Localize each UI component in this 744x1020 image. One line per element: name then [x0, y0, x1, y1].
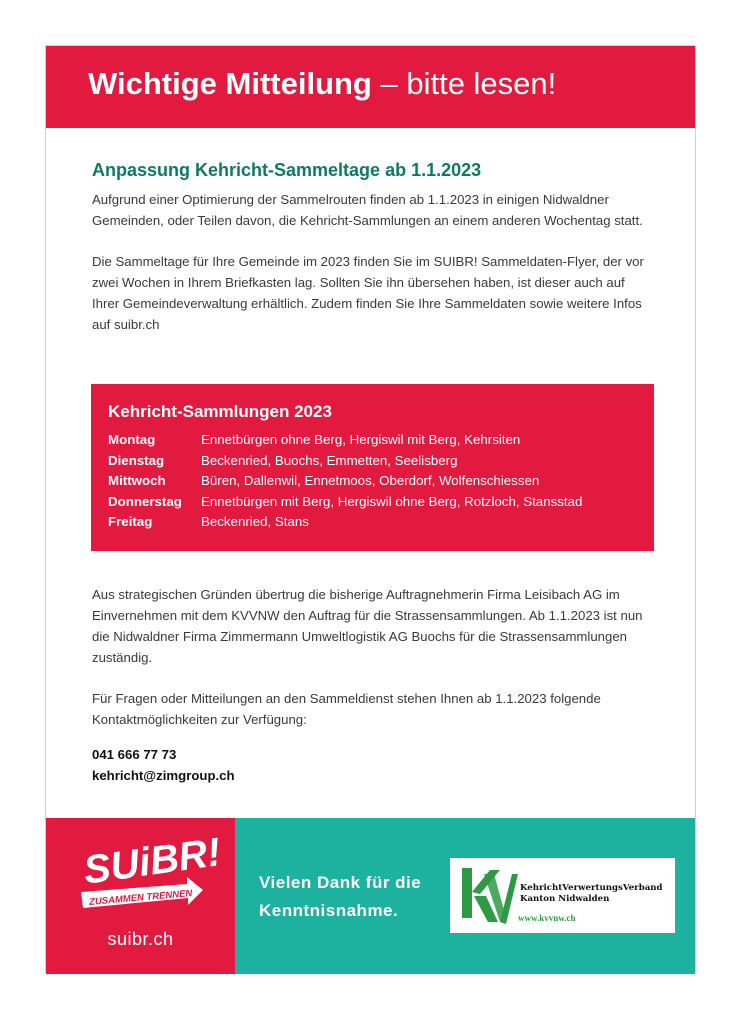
schedule-day: Freitag: [108, 514, 153, 529]
contact-email[interactable]: kehricht@zimgroup.ch: [92, 768, 235, 783]
schedule-places: Büren, Dallenwil, Ennetmoos, Oberdorf, Wolfenschiessen: [201, 473, 540, 488]
suibr-logo-tagline: ZUSAMMEN TRENNEN: [88, 888, 193, 908]
intro-paragraph-1: Aufgrund einer Optimierung der Sammelrouten finden ab 1.1.2023 in einigen Nidwaldner Gemeinden, oder Teilen davon, die Kehricht-Sammlungen an einem anderen Wochentag statt.: [92, 192, 643, 228]
schedule-row: [108, 451, 637, 472]
contact-phone[interactable]: 041 666 77 73: [92, 747, 177, 762]
suibr-logo-word: SUiBR!: [80, 830, 224, 893]
schedule-day: Donnerstag: [108, 493, 182, 509]
schedule-places: Ennetbürgen mit Berg, Hergiswil ohne Berg, Rotzloch, Stansstad: [201, 493, 583, 509]
schedule-day: Montag: [108, 432, 156, 447]
details-paragraph-1: Aus strategischen Gründen übertrug die bisherige Auftragnehmerin Firma Leisibach AG im Einvernehmen mit dem KVVNW den Auftrag für die Strassensammlungen. Ab 1.1.2023 ist nun die Nidwaldner Firma Zimmermann Umweltlogistik AG Buochs für die Strassensammlungen zuständig.: [92, 587, 643, 665]
kvvnw-name-line-2: Kanton Nidwalden: [520, 894, 610, 904]
title-light: – bitte lesen!: [380, 66, 557, 101]
schedule-places: Beckenried, Buochs, Emmetten, Seelisberg: [201, 452, 458, 468]
kvvnw-url[interactable]: www.kvvnw.ch: [518, 913, 576, 923]
schedule-day: Mittwoch: [108, 473, 166, 488]
schedule-title: Kehricht-Sammlungen 2023: [108, 402, 332, 421]
schedule-places: Beckenried, Stans: [201, 514, 309, 529]
schedule-row: [108, 492, 637, 513]
schedule-row: [108, 430, 637, 451]
thanks-message: [259, 869, 421, 925]
suibr-logo: [75, 830, 224, 930]
details-paragraph-2: Für Fragen oder Mitteilungen an den Sammeldienst stehen Ihnen ab 1.1.2023 folgende Kontaktmöglichkeiten zur Verfügung:: [92, 691, 601, 727]
details-section: [92, 584, 652, 786]
contact-info: [92, 744, 652, 786]
header-banner: [46, 46, 695, 128]
section-heading: Anpassung Kehricht-Sammeltage ab 1.1.2023: [92, 160, 482, 180]
thanks-line-2: Kenntnisnahme.: [259, 901, 399, 920]
schedule-day: Dienstag: [108, 452, 165, 468]
kvvnw-logo-icon: [460, 866, 518, 926]
intro-section: [92, 160, 652, 335]
intro-paragraph-2: Die Sammeltage für Ihre Gemeinde im 2023 finden Sie im SUIBR! Sammeldaten-Flyer, der vor zwei Wochen in Ihrem Briefkasten lag. Sollten Sie ihn übersehen haben, ist dieser auch auf Ihrer Gemeindeverwaltung erhältlich. Zudem finden Sie Ihre Sammeldaten sowie weitere Infos auf suibr.ch: [92, 254, 644, 332]
kvvnw-name: [520, 883, 663, 905]
notice-page: [45, 45, 696, 973]
schedule-places: Ennetbürgen ohne Berg, Hergiswil mit Berg, Kehrsiten: [201, 432, 521, 447]
kvvnw-logo-box: [450, 858, 675, 933]
collection-schedule: [91, 384, 654, 551]
thanks-line-1: Vielen Dank für die: [259, 873, 422, 892]
schedule-row: [108, 471, 637, 492]
kvvnw-name-line-1: KehrichtVerwertungsVerband: [520, 883, 663, 893]
page-title: [88, 66, 556, 102]
schedule-row: [108, 512, 637, 533]
title-bold: Wichtige Mitteilung: [88, 66, 372, 101]
suibr-url[interactable]: suibr.ch: [107, 929, 174, 949]
footer-suibr: [46, 818, 235, 974]
footer-thanks: [235, 818, 695, 974]
